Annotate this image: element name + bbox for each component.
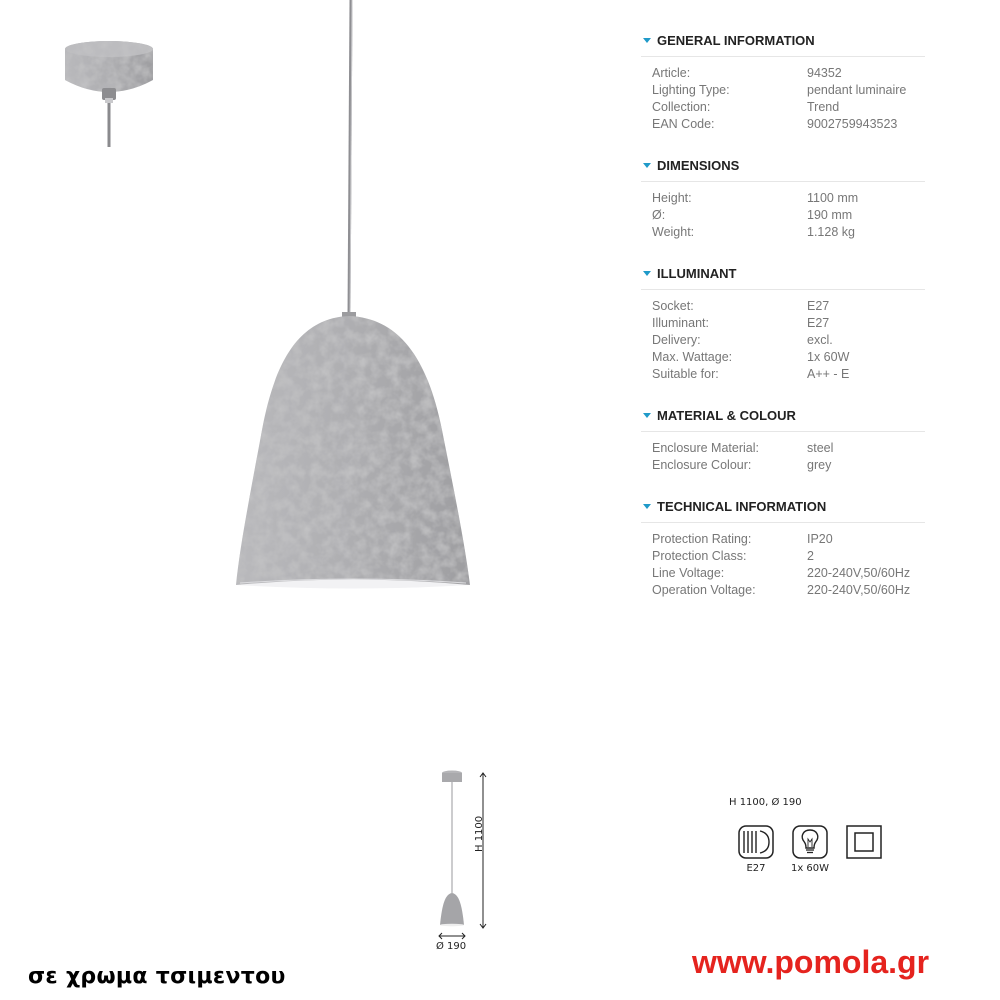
spec-label: Line Voltage: (652, 566, 725, 580)
socket-e27-icon (738, 825, 774, 864)
spec-row (652, 99, 925, 116)
spec-row (652, 349, 925, 366)
section-header[interactable] (641, 496, 925, 523)
spec-label: Operation Voltage: (652, 583, 756, 597)
spec-label: Collection: (652, 100, 711, 114)
ceiling-canopy (65, 41, 153, 147)
spec-row (652, 190, 925, 207)
product-illustration (0, 0, 640, 640)
spec-value: 94352 (807, 66, 842, 80)
spec-section (641, 405, 925, 474)
spec-row (652, 531, 925, 548)
spec-label: Lighting Type: (652, 83, 730, 97)
spec-section (641, 496, 925, 599)
section-title: TECHNICAL INFORMATION (657, 498, 827, 514)
spec-label: Max. Wattage: (652, 350, 733, 364)
spec-value: E27 (807, 316, 830, 330)
spec-label: Ø: (652, 208, 666, 222)
spec-value: 1.128 kg (807, 225, 855, 239)
spec-value: IP20 (807, 532, 833, 546)
spec-label: Enclosure Material: (652, 441, 759, 455)
spec-value: steel (807, 441, 834, 455)
spec-section (641, 263, 925, 383)
spec-value: 220-240V,50/60Hz (807, 583, 911, 597)
spec-row (652, 65, 925, 82)
spec-label: EAN Code: (652, 117, 715, 131)
section-header[interactable] (641, 405, 925, 432)
spec-value: 190 mm (807, 208, 853, 222)
spec-label: Protection Class: (652, 549, 747, 563)
section-title: GENERAL INFORMATION (657, 32, 815, 48)
spec-row (652, 116, 925, 133)
bulb-icon (792, 825, 828, 864)
spec-row (652, 548, 925, 565)
height-label: H 1100 (474, 815, 485, 852)
spec-value: excl. (807, 333, 833, 347)
spec-label: Illuminant: (652, 316, 709, 330)
section-header[interactable] (641, 30, 925, 57)
spec-row (652, 224, 925, 241)
spec-label: Delivery: (652, 333, 701, 347)
section-title: DIMENSIONS (657, 157, 740, 173)
collapse-triangle-icon (643, 271, 651, 276)
spec-value: 1x 60W (807, 350, 850, 364)
spec-row (652, 457, 925, 474)
spec-value: 220-240V,50/60Hz (807, 566, 911, 580)
spec-row (652, 582, 925, 599)
dimension-drawing (425, 765, 515, 955)
lamp-shade (236, 312, 470, 589)
spec-label: Height: (652, 191, 692, 205)
spec-value: grey (807, 458, 832, 472)
spec-section (641, 30, 925, 133)
wattage-caption: 1x 60W (790, 863, 830, 874)
spec-row (652, 366, 925, 383)
spec-label: Protection Rating: (652, 532, 752, 546)
spec-value: A++ - E (807, 367, 850, 381)
spec-row (652, 315, 925, 332)
protection-class-icon (846, 825, 882, 864)
spec-label: Suitable for: (652, 367, 719, 381)
spec-row (652, 207, 925, 224)
spec-value: 1100 mm (807, 191, 859, 205)
spec-value: E27 (807, 299, 830, 313)
collapse-triangle-icon (643, 504, 651, 509)
section-header[interactable] (641, 263, 925, 290)
product-caption: σε χρωμα τσιμεντου (28, 964, 286, 989)
spec-section (641, 155, 925, 241)
spec-panel (641, 30, 925, 621)
website-link[interactable]: www.pomola.gr (692, 944, 930, 980)
spec-row (652, 82, 925, 99)
diameter-label: Ø 190 (436, 941, 467, 952)
spec-label: Article: (652, 66, 691, 80)
suspension-cable (349, 0, 352, 316)
spec-row (652, 565, 925, 582)
spec-value: 9002759943523 (807, 117, 898, 131)
spec-row (652, 440, 925, 457)
spec-value: 2 (807, 549, 814, 563)
collapse-triangle-icon (643, 38, 651, 43)
spec-label: Weight: (652, 225, 695, 239)
socket-caption: E27 (746, 863, 766, 874)
spec-label: Socket: (652, 299, 694, 313)
section-header[interactable] (641, 155, 925, 182)
dimensions-summary: H 1100, Ø 190 (729, 797, 802, 808)
spec-value: Trend (807, 100, 840, 114)
section-title: ILLUMINANT (657, 265, 737, 281)
spec-value: pendant luminaire (807, 83, 907, 97)
collapse-triangle-icon (643, 413, 651, 418)
collapse-triangle-icon (643, 163, 651, 168)
section-title: MATERIAL & COLOUR (657, 407, 796, 423)
spec-label: Enclosure Colour: (652, 458, 752, 472)
spec-row (652, 298, 925, 315)
spec-row (652, 332, 925, 349)
